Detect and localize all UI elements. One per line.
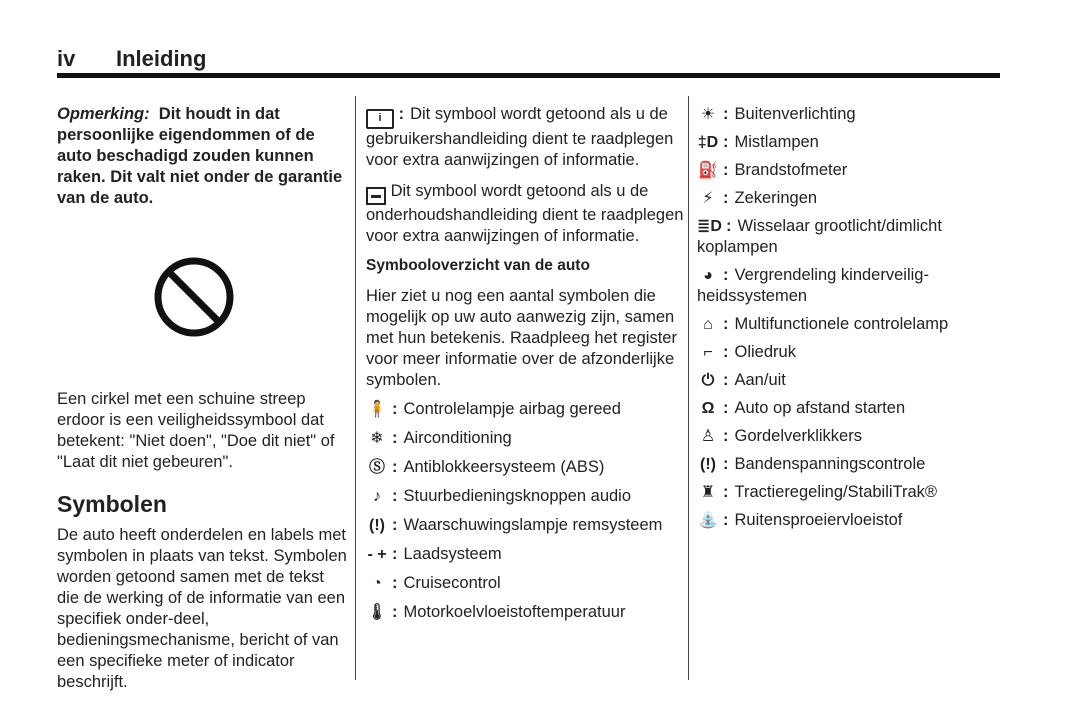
symbol-item: ❄ : Airconditioning — [366, 428, 686, 449]
note-label: Opmerking: — [57, 105, 150, 123]
header-rule — [57, 73, 1000, 78]
washer-fluid-icon: ⛲ — [698, 512, 718, 529]
symbol-label: Laadsysteem — [403, 545, 502, 563]
book-text: Dit symbool wordt getoond als u de gebruikershandleiding dient te raadplegen voor extra aanwijzingen of informatie. — [366, 105, 674, 169]
symbol-label: Antiblokkeersysteem (ABS) — [403, 458, 605, 476]
symbol-label: Gordelverklikkers — [734, 427, 862, 445]
column-right — [697, 104, 997, 531]
service-book-icon: ▬ — [366, 187, 386, 205]
child-lock-icon: ◕ — [703, 267, 713, 284]
remote-start-icon: Ω — [701, 400, 715, 417]
symbol-label: Wisselaar grootlicht/dimlicht koplampen — [697, 217, 942, 256]
air-conditioning-icon: ❄ — [370, 430, 384, 447]
note-text: Dit houdt in dat persoonlijke eigendommen of de auto beschadigd zouden kunnen raken. Dit valt niet onder de garantie van de auto. — [57, 105, 343, 207]
traction-control-icon: ♜ — [700, 484, 716, 501]
symbol-item: ‡D : Mistlampen — [697, 133, 819, 151]
symbol-label: Controlelampje airbag gereed — [403, 400, 621, 418]
fuel-gauge-icon: ⛽ — [698, 162, 718, 179]
symbol-item: ♜ : Tractieregeling/StabiliTrak® — [697, 482, 997, 503]
symbol-item: - + : Laadsysteem — [367, 545, 502, 563]
cruise-control-icon: ◔ — [372, 575, 382, 592]
symbol-label: Airconditioning — [403, 429, 512, 447]
symbol-label: Oliedruk — [734, 343, 796, 361]
abs-icon: Ⓢ — [368, 459, 385, 476]
symbol-item: ⌂ : Multifunctionele controlelamp — [697, 314, 997, 335]
subheading: Symbooloverzicht van de auto — [366, 257, 590, 274]
symbol-item: Ⓢ : Antiblokkeersysteem (ABS) — [366, 457, 686, 478]
symbol-label: Ruitensproeiervloeistof — [734, 511, 903, 529]
airbag-icon: 🧍 — [367, 401, 387, 418]
symbol-item: ⏻ : Aan/uit — [697, 370, 997, 391]
exterior-lights-icon: ☀ — [700, 106, 716, 123]
symbol-item: (!) : Waarschuwingslampje remsysteem — [366, 515, 686, 536]
symbol-label: Motorkoelvloeistoftemperatuur — [403, 603, 626, 621]
symbol-label: Brandstofmeter — [734, 161, 848, 179]
symbol-item: (!) : Bandenspanningscontrole — [697, 454, 997, 475]
symbol-label: Cruisecontrol — [403, 574, 501, 592]
service-paragraph — [366, 181, 686, 247]
page-title: Inleiding — [116, 46, 207, 71]
page-header — [57, 46, 1000, 78]
circle-description: Een cirkel met een schuine streep erdoor is een veiligheidssymbool dat betekent: "Niet doen", "Doe dit niet" of "Laat dit niet gebeuren". — [57, 390, 335, 471]
symbol-label: Bandenspanningscontrole — [734, 455, 926, 473]
symbol-item: ⛲ : Ruitensproeiervloeistof — [698, 511, 903, 529]
symbol-label: Tractieregeling/StabiliTrak® — [734, 483, 938, 501]
seatbelt-icon: ♙ — [700, 428, 716, 445]
symbol-label: Buitenverlichting — [734, 105, 856, 123]
battery-icon: - + — [367, 546, 387, 563]
column-divider — [688, 96, 689, 680]
prohibition-icon — [152, 255, 236, 339]
symbol-item: ◔ : Cruisecontrol — [366, 573, 686, 594]
symbol-item: ⛽ : Brandstofmeter — [698, 161, 848, 179]
symbol-item: ◕ : Vergrendeling kinderveilig-heidssystemen — [697, 266, 929, 305]
symbol-item: ⚡ : Zekeringen — [697, 188, 997, 209]
symbol-item: 🌡 : Motorkoelvloeistoftemperatuur — [366, 603, 626, 621]
symbol-item: ♙ : Gordelverklikkers — [697, 426, 997, 447]
symbol-item: Ω : Auto op afstand starten — [697, 398, 997, 419]
page-number: iv — [57, 46, 76, 71]
engine-check-icon: ⌂ — [703, 316, 713, 333]
brake-warning-icon: (!) — [369, 517, 385, 534]
service-text: Dit symbool wordt getoond als u de onderhoudshandleiding dient te raadplegen voor extra aanwijzingen of informatie. — [366, 182, 684, 245]
fuse-icon: ⚡ — [702, 190, 714, 207]
symbol-label: Auto op afstand starten — [734, 399, 906, 417]
power-icon: ⏻ — [701, 372, 715, 389]
book-icon: i — [366, 109, 394, 129]
symbol-list-right — [697, 104, 997, 531]
symbol-label: Aan/uit — [734, 371, 786, 389]
symbol-label: Waarschuwingslampje remsysteem — [403, 516, 663, 534]
high-beam-icon: ≣D — [697, 218, 722, 235]
intro-paragraph: Hier ziet u nog een aantal symbolen die mogelijk op uw auto aanwezig zijn, samen met hun betekenis. Raadpleeg het register voor meer informatie over de afzonderlijke symbolen. — [366, 287, 677, 389]
fog-lamps-icon: ‡D — [697, 134, 719, 151]
book-paragraph: i : Dit symbool wordt getoond als u de gebruikershandleiding dient te raadplegen voor extra aanwijzingen of informatie. — [366, 105, 674, 169]
section-body: De auto heeft onderdelen en labels met symbolen in plaats van tekst. Symbolen worden getoond samen met de tekst die de werking of de informatie van een specifiek onder-deel, bedieningsmechanisme, bericht of van een specifieke meter of indicator beschrijft. — [57, 526, 347, 691]
column-left — [57, 104, 349, 693]
section-heading: Symbolen — [57, 491, 167, 517]
symbol-item: ⌐ : Oliedruk — [697, 342, 997, 363]
symbol-label: Multifunctionele controlelamp — [734, 315, 949, 333]
coolant-temperature-icon: 🌡 — [366, 604, 388, 621]
symbol-item: ♪ : Stuurbedieningsknoppen audio — [366, 486, 686, 507]
column-divider — [355, 96, 356, 680]
symbol-label: Zekeringen — [734, 189, 818, 207]
symbol-item: ☀ : Buitenverlichting — [697, 104, 997, 125]
symbol-item: 🧍 : Controlelampje airbag gereed — [367, 400, 621, 418]
symbol-label: Vergrendeling kinderveilig-heidssystemen — [697, 266, 929, 305]
note — [57, 104, 349, 209]
symbol-label: Mistlampen — [734, 133, 819, 151]
column-middle — [366, 104, 686, 623]
symbol-list-middle — [366, 399, 686, 623]
tire-pressure-icon: (!) — [700, 456, 716, 473]
symbol-label: Stuurbedieningsknoppen audio — [403, 487, 632, 505]
oil-pressure-icon: ⌐ — [703, 344, 713, 361]
audio-steering-icon: ♪ — [373, 488, 381, 505]
symbol-item: ≣D : Wisselaar grootlicht/dimlicht koplampen — [697, 217, 942, 256]
